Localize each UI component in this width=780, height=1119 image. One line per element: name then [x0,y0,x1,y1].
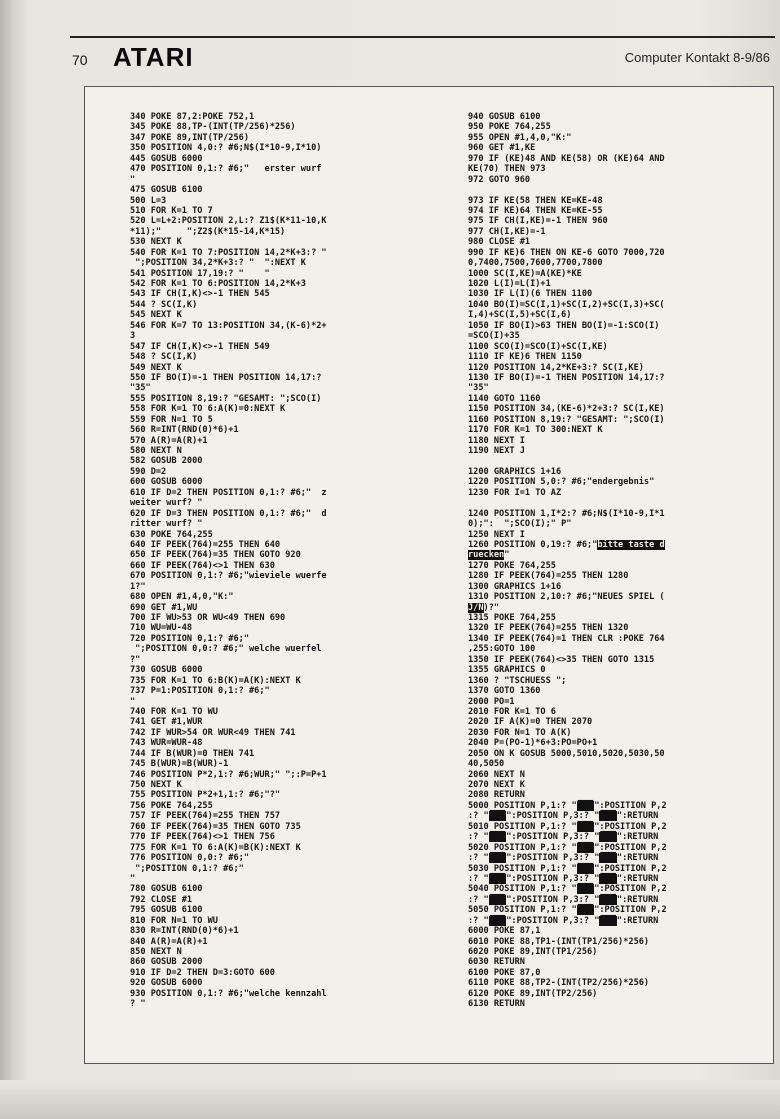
listing-column-right [468,112,667,1010]
code-line: ";POSITION 34,2*K+3:? " ":NEXT K [130,258,306,269]
dice-glyph: ███ [489,832,506,843]
code-line: "35" [468,383,489,394]
code-line: 970 IF (KE)48 AND KE(58) OR (KE)64 AND [468,153,665,164]
code-line: 1340 IF PEEK(764)=1 THEN CLR :POKE 764 [468,633,665,644]
code-line: 445 GOSUB 6000 [130,153,203,164]
dice-glyph: ███ [600,915,616,926]
code-line: 6130 RETURN [468,999,525,1010]
code-line: 545 NEXT K [130,310,182,321]
code-fragment: ":POSITION P,3:? " [506,811,600,822]
dice-glyph: ███ [577,800,594,811]
code-line: " [130,873,136,884]
code-line: 710 WU=WU-48 [130,623,193,634]
code-line: 600 GOSUB 6000 [130,477,203,488]
code-line: 0);": ";SCO(I);" P" [468,519,572,530]
code-line: :? "███":POSITION P,3:? "███":RETURN [468,915,659,926]
dice-glyph: ███ [577,863,594,874]
code-line: ? " [130,999,146,1010]
code-line: 1020 L(I)=L(I)+1 [468,279,551,289]
code-line: 1000 SC(I,KE)=A(KE)*KE [468,268,582,279]
code-line: 6010 POKE 88,TP1-(INT(TP1/256)*256) [468,936,650,947]
code-line: 955 OPEN #1,4,0,"K:" [468,132,572,143]
code-fragment: ":RETURN [616,832,659,843]
code-line: 650 IF PEEK(764)=35 THEN GOTO 920 [130,550,301,561]
code-line: 2060 NEXT N [468,769,525,780]
code-line: 520 L=L+2:POSITION 2,L:? Z1$(K*11-10,K [130,216,327,227]
code-line: 540 FOR K=1 TO 7:POSITION 14,2*K+3:? " [130,247,327,258]
page-number: 70 [72,52,88,68]
code-line: :? "███":POSITION P,3:? "███":RETURN [468,811,659,822]
code-line [468,498,667,508]
code-fragment: ":POSITION P,2 [594,821,667,832]
code-line: 1350 IF PEEK(764)<>35 THEN GOTO 1315 [468,654,655,665]
dice-glyph: ███ [600,853,616,864]
code-line: 1130 IF BO(I)=-1 THEN POSITION 14,17:? [468,372,665,383]
code-line: 740 FOR K=1 TO WU [130,706,218,717]
code-line: 775 FOR K=1 TO 6:A(K)=B(K):NEXT K [130,842,301,853]
code-line: 720 POSITION 0,1:? #6;" [130,633,249,644]
code-line: 2070 NEXT K [468,780,525,790]
code-line: I,4)+SC(I,5)+SC(I,6) [468,310,572,321]
code-line: 1190 NEXT J [468,446,525,456]
code-line: ,255:GOTO 100 [468,644,536,655]
dice-glyph: ███ [577,842,594,853]
code-line: 1320 IF PEEK(764)=255 THEN 1320 [468,623,629,634]
code-line: 6120 POKE 89,INT(TP2/256) [468,988,598,999]
code-line: :? "███":POSITION P,3:? "███":RETURN [468,873,659,884]
code-fragment: ":POSITION P,3:? " [506,915,600,926]
code-line: 730 GOSUB 6000 [130,665,203,676]
code-line: 582 GOSUB 2000 [130,456,203,467]
code-line: 757 IF PEEK(764)=255 THEN 757 [130,811,281,822]
dice-glyph: ███ [489,853,506,864]
code-line: 660 IF PEEK(764)<>1 THEN 630 [130,560,275,571]
code-fragment: ":POSITION P,2 [594,800,667,811]
code-line: 920 GOSUB 6000 [130,978,203,989]
code-line: 610 IF D=2 THEN POSITION 0,1:? #6;" z [130,487,327,498]
code-line: 2080 RETURN [468,790,525,801]
code-line [468,185,667,195]
code-line: 640 IF PEEK(764)=255 THEN 640 [130,539,281,550]
code-fragment: ":RETURN [616,894,659,905]
code-line: ?" [130,654,141,665]
code-line: 5010 POSITION P,1:? "███":POSITION P,2 [468,821,667,832]
code-line: 735 FOR K=1 TO 6:B(K)=A(K):NEXT K [130,675,301,686]
inverse-text: J/N [468,602,484,613]
dice-glyph: ███ [577,905,594,916]
code-line: 549 NEXT K [130,362,182,373]
code-line: 544 ? SC(I,K) [130,299,198,310]
code-line: 559 FOR N=1 TO 5 [130,414,213,425]
code-line: 1370 GOTO 1360 [468,686,541,697]
code-line: :? "███":POSITION P,3:? "███":RETURN [468,853,659,864]
code-line: 743 WUR=WUR-48 [130,738,203,749]
code-line: 744 IF B(WUR)=0 THEN 741 [130,748,255,759]
code-line: ";POSITION 0,0:? #6;" welche wuerfel [130,644,322,655]
code-line: 1140 GOTO 1160 [468,393,541,404]
code-quote: " [504,550,510,561]
code-line: 590 D=2 [130,466,167,477]
code-line: 770 IF PEEK(764)<>1 THEN 756 [130,832,275,843]
code-line: 810 FOR N=1 TO WU [130,915,218,926]
code-line: 475 GOSUB 6100 [130,185,203,196]
code-line: 542 FOR K=1 TO 6:POSITION 14,2*K+3 [130,279,306,289]
code-line: 1260 POSITION 0,19:? #6;"bitte taste d [468,539,665,550]
dice-glyph: ███ [600,873,616,884]
code-line: 1355 GRAPHICS 0 [468,665,546,676]
code-line: 1160 POSITION 8,19:? "GESAMT: ";SCO(I) [468,414,665,425]
code-line: 780 GOSUB 6100 [130,884,203,895]
code-line: 548 ? SC(I,K) [130,352,198,363]
code-line: 2010 FOR K=1 TO 6 [468,706,556,717]
code-line: " [130,696,136,707]
magazine-issue: Computer Kontakt 8-9/86 [624,50,770,65]
code-line: 6000 POKE 87,1 [468,926,541,937]
code-line: 0,7400,7500,7600,7700,7800 [468,258,603,269]
code-line: 543 IF CH(I,K)<>-1 THEN 545 [130,289,270,300]
code-line: 1?" [130,581,146,592]
code-line: 5050 POSITION P,1:? "███":POSITION P,2 [468,905,667,916]
code-line: 741 GET #1,WUR [130,717,203,728]
code-line: 1315 POKE 764,255 [468,613,556,623]
code-line: 1280 IF PEEK(764)=255 THEN 1280 [468,571,629,582]
code-line: 1270 POKE 764,255 [468,560,556,571]
code-line: 547 IF CH(I,K)<>-1 THEN 549 [130,341,270,352]
dice-glyph: ███ [489,873,506,884]
code-line: 940 GOSUB 6100 [468,112,541,122]
code-line: 347 POKE 89,INT(TP/256) [130,132,249,143]
code-line [468,456,667,466]
code-line: :? "███":POSITION P,3:? "███":RETURN [468,894,659,905]
dice-glyph: ███ [577,884,594,895]
code-line: 737 P=1:POSITION 0,1:? #6;" [130,686,270,697]
code-fragment: ":POSITION P,3:? " [506,873,600,884]
code-line: 2030 FOR N=1 TO A(K) [468,727,572,738]
code-line [468,550,667,560]
code-line: 1220 POSITION 5,0:? #6;"endergebnis" [468,477,655,488]
code-line: 1250 NEXT I [468,529,525,540]
code-line: 776 POSITION 0,0:? #6;" [130,853,249,864]
code-line: 975 IF CH(I,KE)=-1 THEN 960 [468,216,608,227]
code-line: 990 IF KE)6 THEN ON KE-6 GOTO 7000,720 [468,247,665,258]
code-line [468,603,667,613]
code-fragment: ":POSITION P,2 [594,884,667,895]
page-bottom-edge [0,1080,780,1119]
code-line: 546 FOR K=7 TO 13:POSITION 34,(K-6)*2+ [130,320,327,331]
code-line: 760 IF PEEK(764)=35 THEN GOTO 735 [130,821,301,832]
code-line: 755 POSITION P*2+1,1:? #6;"?" [130,790,281,801]
code-line: 570 A(R)=A(R)+1 [130,435,208,446]
code-line: ";POSITION 0,1:? #6;" [130,863,244,874]
code-line: 470 POSITION 0,1:? #6;" erster wurf [130,164,322,175]
code-line: 840 A(R)=A(R)+1 [130,936,208,947]
code-line: 1240 POSITION 1,I*2:? #6;N$(I*10-9,I*1 [468,508,665,519]
code-line: 1180 NEXT I [468,435,525,446]
code-line: 5030 POSITION P,1:? "███":POSITION P,2 [468,863,667,874]
code-line: 510 FOR K=1 TO 7 [130,205,213,216]
code-line: 1120 POSITION 14,2*KE+3:? SC(I,KE) [468,362,644,373]
code-line: 960 GET #1,KE [468,143,536,154]
code-line: 742 IF WUR>54 OR WUR<49 THEN 741 [130,727,296,738]
code-fragment: ":RETURN [616,811,659,822]
code-fragment: ":RETURN [616,873,659,884]
code-fragment: ":POSITION P,3:? " [506,894,600,905]
code-line: 560 R=INT(RND(0)*6)+1 [130,425,239,436]
dice-glyph: ███ [489,811,506,822]
code-line: 5040 POSITION P,1:? "███":POSITION P,2 [468,884,667,895]
brand-title: ATARI [113,42,194,72]
code-fragment: ":POSITION P,3:? " [506,832,600,843]
code-line: :? "███":POSITION P,3:? "███":RETURN [468,832,659,843]
code-line: 340 POKE 87,2:POKE 752,1 [130,112,255,122]
code-line: weiter wurf? " [130,498,203,509]
code-line: 2040 P=(PO-1)*6+3:PO=PO+1 [468,738,598,749]
code-line: 795 GOSUB 6100 [130,905,203,916]
code-line: 6020 POKE 89,INT(TP1/256) [468,947,598,957]
code-line: 2020 IF A(K)=0 THEN 2070 [468,717,593,728]
code-line: 1150 POSITION 34,(KE-6)*2+3:? SC(I,KE) [468,404,665,415]
code-line: 1200 GRAPHICS 1+16 [468,466,562,477]
code-line: 5000 POSITION P,1:? "███":POSITION P,2 [468,800,667,811]
code-fragment: )?" [483,602,500,613]
code-line: 972 GOTO 960 [468,174,531,185]
code-line: 1030 IF L(I)(6 THEN 1100 [468,289,593,300]
code-fragment: ":RETURN [616,853,659,864]
dice-glyph: ███ [600,832,616,843]
code-line: 1310 POSITION 2,10:? #6;"NEUES SPIEL ( [468,592,665,603]
code-line: 541 POSITION 17,19:? " " [130,268,270,279]
inverse-text: bitte taste d [597,539,665,550]
header-rule [70,36,775,38]
dice-glyph: ███ [600,894,616,905]
code-line: 2000 PO=1 [468,696,515,707]
code-line: 6100 POKE 87,0 [468,967,541,978]
code-line: 1100 SCO(I)=SCO(I)+SC(I,KE) [468,341,608,352]
listing-column-left [130,112,327,1010]
code-line: *11);" ";Z2$(K*15-14,K*15) [130,226,286,237]
code-line: 6110 POKE 88,TP2-(INT(TP2/256)*256) [468,978,650,989]
code-line: 745 B(WUR)=B(WUR)-1 [130,759,229,770]
code-fragment: ":POSITION P,2 [594,863,667,874]
code-line: 530 NEXT K [130,237,182,248]
code-line: 6030 RETURN [468,957,525,968]
code-line: 558 FOR K=1 TO 6:A(K)=0:NEXT K [130,404,286,415]
code-line: 5020 POSITION P,1:? "███":POSITION P,2 [468,842,667,853]
code-line: 974 IF KE)64 THEN KE=KE-55 [468,205,603,216]
code-line: 630 POKE 764,255 [130,529,213,540]
code-fragment: ":RETURN [616,915,659,926]
code-line: 950 POKE 764,255 [468,122,551,133]
code-line: 1300 GRAPHICS 1+16 [468,581,562,592]
code-line: 1050 IF BO(I)>63 THEN BO(I)=-1:SCO(I) [468,320,660,331]
code-line: 792 CLOSE #1 [130,894,193,905]
code-line: 750 NEXT K [130,780,182,790]
code-line: 3 [130,331,136,342]
code-line: 670 POSITION 0,1:? #6;"wieviele wuerfe [130,571,327,582]
code-line: 620 IF D=3 THEN POSITION 0,1:? #6;" d [130,508,327,519]
code-line: 746 POSITION P*2,1:? #6;WUR;" ";:P=P+1 [130,769,327,780]
code-line: 2050 ON K GOSUB 5000,5010,5020,5030,50 [468,748,665,759]
code-line: 980 CLOSE #1 [468,237,531,248]
code-line: 1230 FOR I=1 TO AZ [468,487,562,498]
code-line: 1170 FOR K=1 TO 300:NEXT K [468,425,603,436]
code-line: 555 POSITION 8,19:? "GESAMT: ";SCO(I) [130,393,322,404]
code-line: 977 CH(I,KE)=-1 [468,226,546,237]
code-fragment: ":POSITION P,2 [594,842,667,853]
code-line: " [130,174,136,185]
code-line: 973 IF KE(58 THEN KE=KE-48 [468,195,603,206]
code-line: 700 IF WU>53 OR WU<49 THEN 690 [130,613,286,623]
dice-glyph: ███ [600,811,616,822]
code-line: =SCO(I)+35 [468,331,520,342]
dice-glyph: ███ [489,894,506,905]
code-line: 345 POKE 88,TP-(INT(TP/256)*256) [130,122,296,133]
code-line: 850 NEXT N [130,947,182,957]
code-line: 690 GET #1,WU [130,602,198,613]
code-line: KE(70) THEN 973 [468,164,546,175]
code-fragment: ":POSITION P,3:? " [506,853,600,864]
inverse-text: ruecken [468,550,505,561]
code-line: 1040 BO(I)=SC(I,1)+SC(I,2)+SC(I,3)+SC( [468,299,665,310]
code-line: 830 R=INT(RND(0)*6)+1 [130,926,239,937]
code-line: 930 POSITION 0,1:? #6;"welche kennzahl [130,988,327,999]
code-fragment: ":POSITION P,2 [594,905,667,916]
code-line: 550 IF BO(I)=-1 THEN POSITION 14,17:? [130,372,322,383]
code-line: 1360 ? "TSCHUESS "; [468,675,567,686]
code-line: 500 L=3 [130,195,167,206]
code-line: 1110 IF KE)6 THEN 1150 [468,352,582,363]
code-line: 40,5050 [468,759,505,770]
dice-glyph: ███ [489,915,506,926]
code-line: 860 GOSUB 2000 [130,957,203,968]
code-line: 756 POKE 764,255 [130,800,213,811]
dice-glyph: ███ [577,821,594,832]
code-line: 350 POSITION 4,0:? #6;N$(I*10-9,I*10) [130,143,322,154]
code-line: "35" [130,383,151,394]
code-line: ritter wurf? " [130,519,203,530]
code-line: 580 NEXT N [130,446,182,456]
code-line: 680 OPEN #1,4,0,"K:" [130,592,234,603]
code-line: 910 IF D=2 THEN D=3:GOTO 600 [130,967,275,978]
